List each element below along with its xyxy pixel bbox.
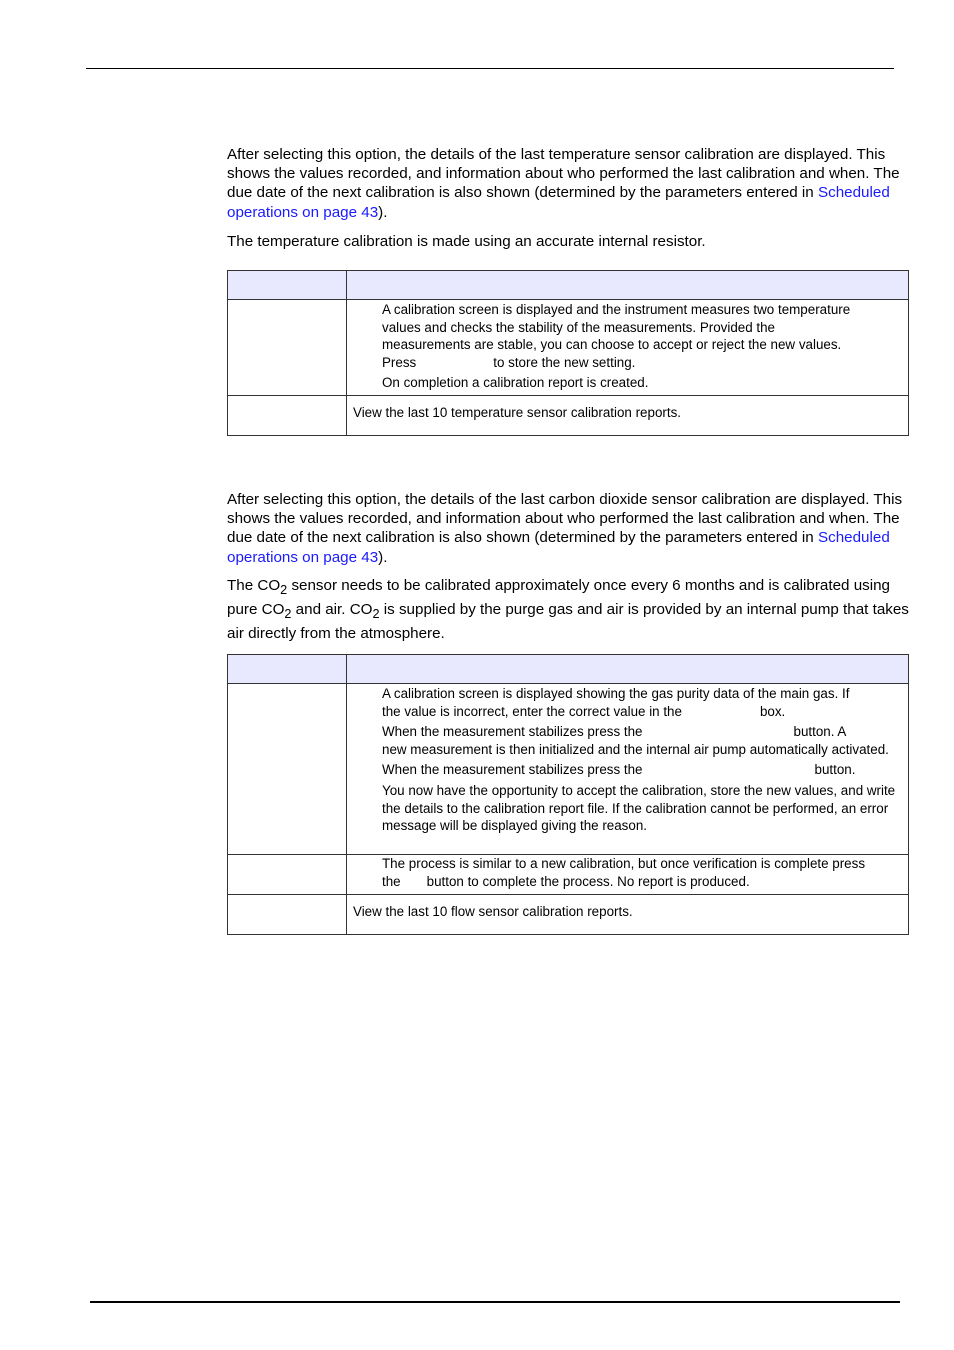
table-row: A calibration screen is displayed and the instrument measures two temperature values and checks the stability of the measurements. Provided the measurements are stable, you can choose to accept or reject the new values. Press to store the new setting. On completion a calibration report is created. xyxy=(228,300,909,396)
co2-sensor-note: The $CO_2$ sensor needs to be calibrated approximately once every 6 months and is calibrated using pure $CO_2$ and air. $CO_2$ is supplied by the purge gas and air is provided by an internal pump that takes air directly from the atmosphere. xyxy=(227,577,909,643)
co2-intro: After selecting this option, the details of the last carbon dioxide sensor calibration are displayed. This shows the values recorded, and information about who performed the last calibration and when. The due date of the next calibration is also shown (determined by the parameters entered in Scheduled operations on page 43). xyxy=(227,491,903,566)
table-row: The process is similar to a new calibration, but once verification is complete press the button to complete the process. No report is produced. xyxy=(228,855,909,895)
table-row: A calibration screen is displayed showing the gas purity data of the main gas. If the value is incorrect, enter the correct value in the box. When the measurement stabilizes press the button. A new measurement is then initialized and the internal air pump automatically activated. When the measurement stabilizes press the button. You now have the opportunity to accept the calibration, store the new values, and write the details to the calibration report file. If the calibration cannot be performed, an error message will be displayed giving the reason. xyxy=(228,684,909,855)
table-row: View the last 10 temperature sensor calibration reports. xyxy=(228,396,909,436)
scheduled-operations-link[interactable]: Scheduled operations on page 43 xyxy=(227,529,890,566)
co2-options-table xyxy=(227,654,909,935)
temperature-intro: After selecting this option, the details of the last temperature sensor calibration are displayed. This shows the values recorded, and information about who performed the last calibration and when. The due date of the next calibration is also shown (determined by the parameters entered in Scheduled operations on page 43). xyxy=(227,146,900,221)
table-header-row xyxy=(228,655,909,684)
table-row: View the last 10 flow sensor calibration reports. xyxy=(228,895,909,935)
temperature-resistor-note: The temperature calibration is made using an accurate internal resistor. xyxy=(227,233,706,250)
header-rule xyxy=(86,68,894,69)
footer-rule xyxy=(90,1301,900,1303)
scheduled-operations-link[interactable]: Scheduled operations on page 43 xyxy=(227,184,890,221)
temperature-options-table xyxy=(227,270,909,436)
table-header-row xyxy=(228,271,909,300)
